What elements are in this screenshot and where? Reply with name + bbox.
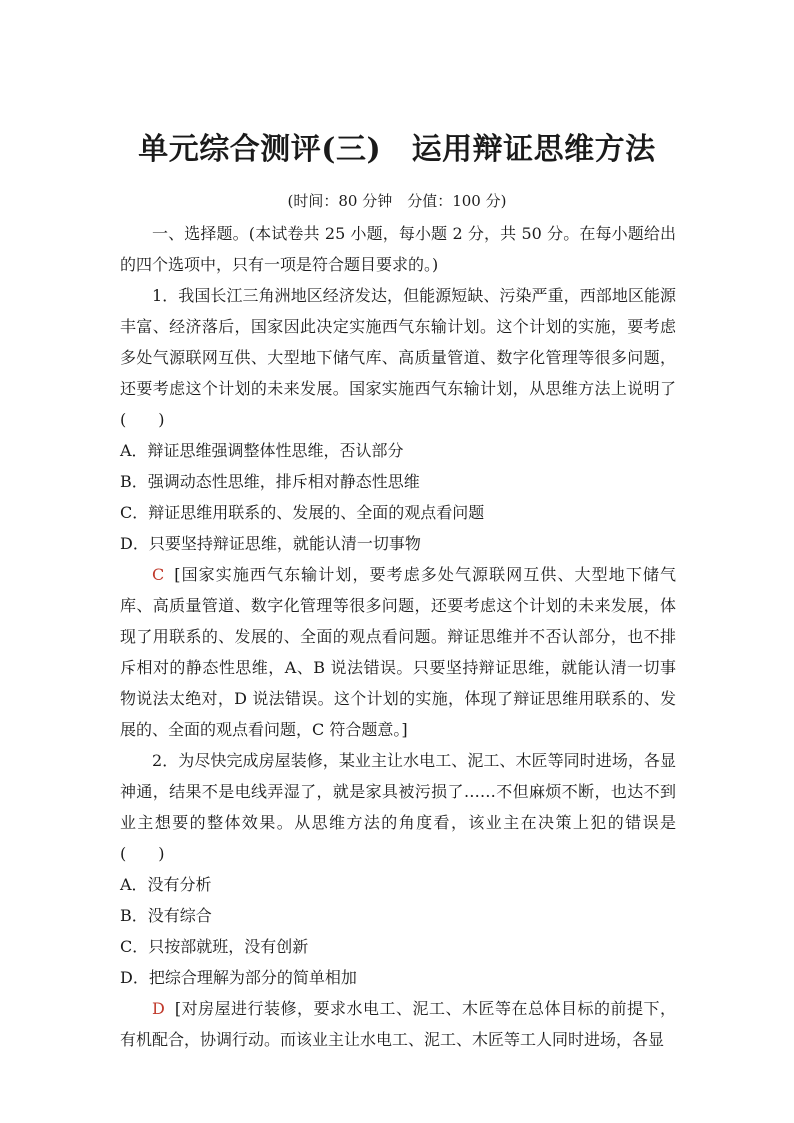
question-2-option-d: D．把综合理解为部分的简单相加 <box>120 968 357 987</box>
question-2-option-c: C．只按部就班，没有创新 <box>120 937 309 956</box>
question-1-explanation: [国家实施西气东输计划，要考虑多处气源联网互供、大型地下储气库、高质量管道、数字化管理等很多问题，还要考虑这个计划的未来发展，体现了用联系的、发展的、全面的观点看问题。辩证思维并不否认部分，也不排斥相对的静态性思维，A、B 说法错误。只要坚持辩证思维，就能认清一切事物说法太绝对，D 说法错误。这个计划的实施，体现了辩证思维用联系的、发展的、全面的观点看问题，C 符合题意。] <box>120 565 676 739</box>
question-1-answer-letter: C <box>152 565 165 584</box>
document-body <box>120 218 676 1055</box>
page-title: 单元综合测评(三) 运用辩证思维方法 <box>138 132 656 167</box>
section-heading: 一、选择题。(本试卷共 25 小题，每小题 2 分，共 50 分。在每小题给出的四个选项中，只有一项是符合题目要求的。) <box>120 224 676 274</box>
question-2-answer-letter: D <box>152 999 165 1018</box>
question-2-option-b: B．没有综合 <box>120 906 212 925</box>
question-1-answer <box>120 559 676 745</box>
question-2-explanation: [对房屋进行装修，要求水电工、泥工、木匠等在总体目标的前提下，有机配合，协调行动。而该业主让水电工、泥工、木匠等工人同时进场，各显 <box>120 999 676 1049</box>
question-2-option-a: A．没有分析 <box>120 875 212 894</box>
question-1-option-d: D．只要坚持辩证思维，就能认清一切事物 <box>120 534 421 553</box>
question-1-option-c: C．辩证思维用联系的、发展的、全面的观点看问题 <box>120 503 485 522</box>
question-1-option-b: B．强调动态性思维，排斥相对静态性思维 <box>120 472 420 491</box>
question-1-stem: 1．我国长江三角洲地区经济发达，但能源短缺、污染严重，西部地区能源丰富、经济落后，国家因此决定实施西气东输计划。这个计划的实施，要考虑多处气源联网互供、大型地下储气库、高质量管道、数字化管理等很多问题，还要考虑这个计划的未来发展。国家实施西气东输计划，从思维方法上说明了( ) <box>120 286 676 429</box>
question-1-option-a: A．辩证思维强调整体性思维，否认部分 <box>120 441 404 460</box>
question-2-stem: 2．为尽快完成房屋装修，某业主让水电工、泥工、木匠等同时进场，各显神通，结果不是电线弄湿了，就是家具被污损了……不但麻烦不断，也达不到业主想要的整体效果。从思维方法的角度看，该业主在决策上犯的错误是( ) <box>120 751 676 863</box>
exam-info: (时间：80 分钟 分值：100 分) <box>287 192 507 210</box>
question-2-answer <box>120 993 676 1055</box>
